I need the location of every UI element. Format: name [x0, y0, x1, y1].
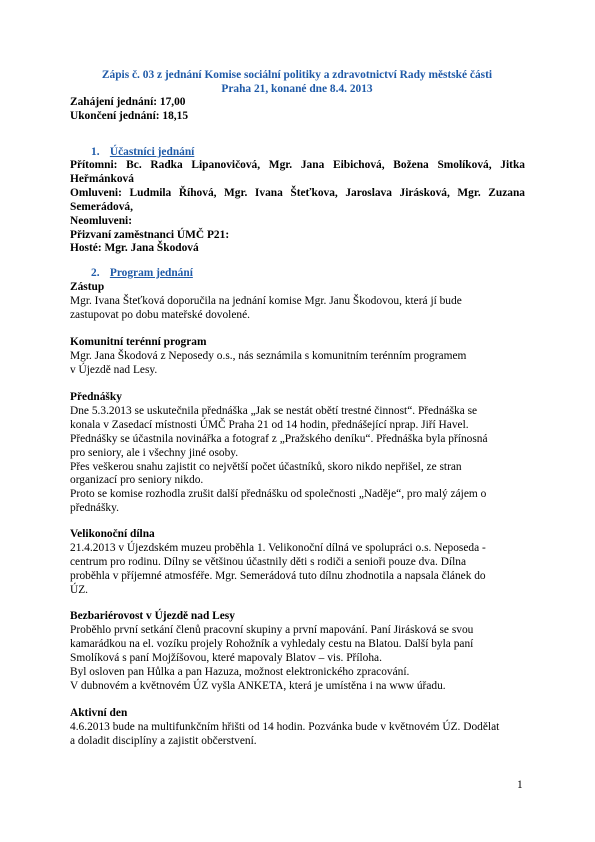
document-title — [70, 69, 524, 97]
section-heading-participants — [91, 146, 194, 160]
section-number: 1. — [91, 146, 100, 158]
paragraph-line: centrum pro rodinu. Dílny se většinou účastnily děti s rodiči a senioři pouze dva. Dílna — [70, 555, 467, 568]
meeting-start-time: Zahájení jednání: 17,00 — [70, 96, 186, 108]
paragraph-line: Smolíková s paní Mojžíšovou, které mapovaly Blatov – vis. Příloha. — [70, 651, 382, 664]
guests-list: Hosté: Mgr. Jana Škodová — [70, 242, 199, 255]
paragraph-line: ÚZ. — [70, 583, 89, 596]
agenda-item-community-program — [70, 336, 525, 378]
paragraph-line: Byl osloven pan Hůlka a pan Hazuza, možnost elektronického zpracování. — [70, 665, 410, 678]
paragraph-line: konala v Zasedací místnosti ÚMČ Praha 21 od 14 hodin, přednášející nprap. Jiří Havel. — [70, 418, 469, 431]
section-title: Program jednání — [109, 267, 193, 279]
agenda-item-title: Bezbariérovost v Újezdě nad Lesy — [70, 610, 235, 622]
paragraph-line: pro seniory, ale i všechny jiné osoby. — [70, 446, 239, 459]
paragraph-line: Proto se komise rozhodla zrušit další přednášku od společnosti „Naděje“, pro malý zájem o — [70, 488, 487, 501]
agenda-item-title: Přednášky — [70, 391, 122, 403]
paragraph-line: přednášky. — [70, 502, 119, 515]
unexcused-list: Neomluveni: — [70, 214, 133, 227]
paragraph-line: Mgr. Jana Škodová z Neposedy o.s., nás seznámila s komunitním terénním programem — [70, 349, 467, 362]
agenda-item-accessibility — [70, 610, 525, 693]
paragraph-line: 4.6.2013 bude na multifunkčním hřišti od 14 hodin. Pozvánka bude v květnovém ÚZ. Dodělat — [70, 720, 500, 733]
present-list: Přítomni: Bc. Radka Lipanovičová, Mgr. Jana Eibichová, Božena Smolíková, Jitka Heřmánková — [70, 159, 525, 185]
paragraph-line: Přednášky se účastnila novinářka a fotograf z „Pražského deníku“. Přednáška byla přínosná — [70, 432, 488, 445]
section-heading-program — [91, 267, 193, 281]
meeting-times — [70, 96, 188, 124]
section-number: 2. — [91, 267, 100, 279]
title-line-2: Praha 21, konané dne 8.4. 2013 — [221, 82, 373, 95]
agenda-item-title: Zástup — [70, 281, 105, 293]
page-number: 1 — [517, 779, 523, 791]
meeting-end-time: Ukončení jednání: 18,15 — [70, 109, 189, 122]
invited-staff: Přizvaní zaměstnanci ÚMČ P21: — [70, 228, 230, 241]
paragraph-line: organizací pro seniory nikdo. — [70, 474, 204, 487]
section-title: Účastníci jednání — [109, 146, 195, 158]
paragraph-line: kamarádkou na el. vozíku projely Rohožník a vyhledaly cestu na Blatou. Další byla paní — [70, 637, 474, 650]
paragraph-line: Přes veškerou snahu zajistit co největší počet účastníků, skoro nikdo nepřišel, ze stran — [70, 460, 462, 473]
paragraph-line: v Újezdě nad Lesy. — [70, 363, 158, 376]
excused-list: Omluveni: Ludmila Říhová, Mgr. Ivana Šteťkova, Jaroslava Jirásková, Mgr. Zuzana Semerádová, — [70, 186, 525, 213]
paragraph-line: zastupovat po dobu mateřské dovolené. — [70, 308, 250, 321]
agenda-item-zastup — [70, 281, 525, 323]
participants-block — [70, 159, 525, 256]
title-line-1: Zápis č. 03 z jednání Komise sociální politiky a zdravotnictví Rady městské části — [101, 69, 493, 81]
agenda-item-title: Velikonoční dílna — [70, 528, 155, 540]
paragraph-line: a doladit disciplíny a zajistit občerstvení. — [70, 734, 257, 747]
paragraph-line: 21.4.2013 v Újezdském muzeu proběhla 1. Velikonoční dílná ve spolupráci o.s. Neposeda - — [70, 541, 486, 554]
paragraph-line: Mgr. Ivana Šteťková doporučila na jednání komise Mgr. Janu Škodovou, která jí bude — [70, 294, 462, 307]
paragraph-line: proběhla v příjemné atmosféře. Mgr. Semerádová tuto dílnu zhodnotila a napsala článek do — [70, 569, 486, 582]
agenda-item-active-day — [70, 707, 525, 749]
paragraph-line: V dubnovém a květnovém ÚZ vyšla ANKETA, která je umístěna i na www úřadu. — [70, 679, 446, 692]
paragraph-line: Dne 5.3.2013 se uskutečnila přednáška „Jak se nestát obětí trestné činnost“. Přednáška se — [70, 404, 478, 417]
agenda-item-title: Komunitní terénní program — [70, 336, 207, 348]
agenda-item-lectures — [70, 391, 525, 516]
agenda-item-title: Aktivní den — [70, 707, 128, 719]
agenda-item-easter-workshop — [70, 528, 525, 598]
paragraph-line: Proběhlo první setkání členů pracovní skupiny a první mapování. Paní Jirásková se svou — [70, 623, 474, 636]
